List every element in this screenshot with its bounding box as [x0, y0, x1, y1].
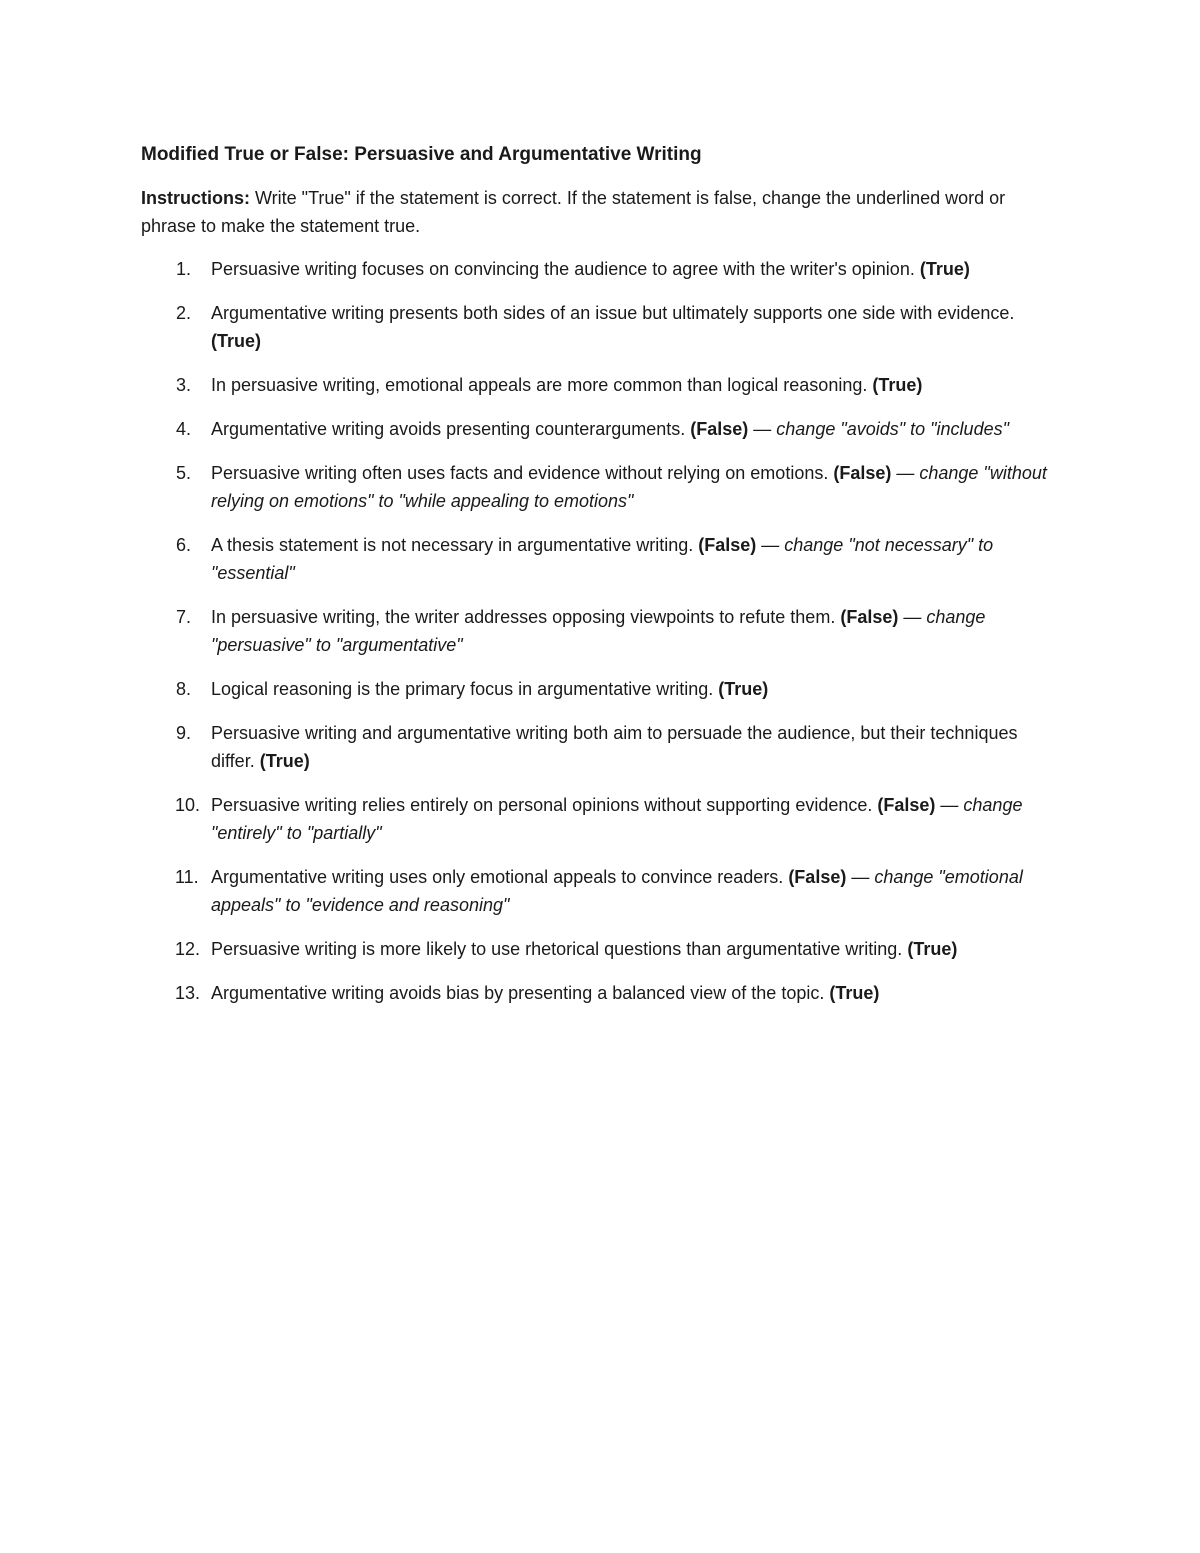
- question-answer: (False): [840, 607, 899, 627]
- question-number: 3.: [176, 375, 192, 395]
- question-number: 8.: [176, 679, 192, 699]
- question-item: [141, 459, 1061, 515]
- question-correction: — change "emotional appeals" to "evidence and reasoning": [211, 867, 1023, 915]
- question-statement: Argumentative writing avoids bias by presenting a balanced view of the topic.: [211, 983, 830, 1003]
- question-item: [141, 979, 1061, 1007]
- document-title: Modified True or False: Persuasive and Argumentative Writing: [141, 144, 702, 165]
- question-statement: Argumentative writing presents both sides of an issue but ultimately supports one side with evidence.: [211, 303, 1015, 323]
- document-body: [141, 140, 1061, 1023]
- question-statement: Persuasive writing and argumentative writing both aim to persuade the audience, but their techniques differ.: [211, 723, 1018, 771]
- question-statement: Persuasive writing is more likely to use rhetorical questions than argumentative writing.: [211, 939, 908, 959]
- question-item: [141, 791, 1061, 847]
- question-number: 10.: [175, 795, 201, 815]
- question-statement: Persuasive writing relies entirely on personal opinions without supporting evidence.: [211, 795, 878, 815]
- question-answer: (False): [690, 419, 749, 439]
- question-answer: (False): [698, 535, 757, 555]
- question-statement: A thesis statement is not necessary in argumentative writing.: [211, 535, 699, 555]
- instructions-label: Instructions:: [141, 188, 251, 208]
- question-answer: (False): [877, 795, 936, 815]
- question-item: [141, 603, 1061, 659]
- question-answer: (False): [833, 463, 892, 483]
- question-number: 12.: [175, 939, 201, 959]
- question-number: 13.: [175, 983, 201, 1003]
- question-number: 7.: [176, 607, 192, 627]
- question-answer: (True): [829, 983, 880, 1003]
- instructions-text: Write "True" if the statement is correct. If the statement is false, change the underlined word or phrase to make the statement true.: [141, 188, 1006, 236]
- question-number: 9.: [176, 723, 192, 743]
- question-correction: — change "avoids" to "includes": [748, 419, 1009, 439]
- question-item: [141, 371, 1061, 399]
- question-item: [141, 863, 1061, 919]
- question-number: 1.: [176, 259, 192, 279]
- question-statement: In persuasive writing, the writer addresses opposing viewpoints to refute them.: [211, 607, 841, 627]
- question-answer: (True): [211, 331, 262, 351]
- question-statement: Argumentative writing avoids presenting counterarguments.: [211, 419, 691, 439]
- question-number: 5.: [176, 463, 192, 483]
- question-list: [141, 255, 1061, 1007]
- question-item: [141, 675, 1061, 703]
- question-item: [141, 531, 1061, 587]
- question-statement: Persuasive writing focuses on convincing the audience to agree with the writer's opinion.: [211, 259, 920, 279]
- question-answer: (True): [872, 375, 923, 395]
- question-item: [141, 299, 1061, 355]
- question-answer: (True): [718, 679, 769, 699]
- question-correction: — change "not necessary" to "essential": [211, 535, 994, 583]
- question-item: [141, 255, 1061, 283]
- question-answer: (True): [259, 751, 310, 771]
- question-answer: (True): [907, 939, 958, 959]
- question-number: 2.: [176, 303, 192, 323]
- question-item: [141, 935, 1061, 963]
- question-item: [141, 415, 1061, 443]
- question-answer: (True): [919, 259, 970, 279]
- question-number: 6.: [176, 535, 192, 555]
- question-number: 11.: [175, 867, 199, 887]
- question-number: 4.: [176, 419, 192, 439]
- question-answer: (False): [788, 867, 847, 887]
- question-correction: — change "entirely" to "partially": [211, 795, 1023, 843]
- question-item: [141, 719, 1061, 775]
- question-correction: — change "without relying on emotions" to "while appealing to emotions": [211, 463, 1047, 511]
- question-statement: Logical reasoning is the primary focus in argumentative writing.: [211, 679, 719, 699]
- question-statement: In persuasive writing, emotional appeals are more common than logical reasoning.: [211, 375, 873, 395]
- question-correction: — change "persuasive" to "argumentative": [211, 607, 986, 655]
- question-statement: Persuasive writing often uses facts and evidence without relying on emotions.: [211, 463, 834, 483]
- question-statement: Argumentative writing uses only emotional appeals to convince readers.: [211, 867, 789, 887]
- instructions-paragraph: [141, 184, 1061, 240]
